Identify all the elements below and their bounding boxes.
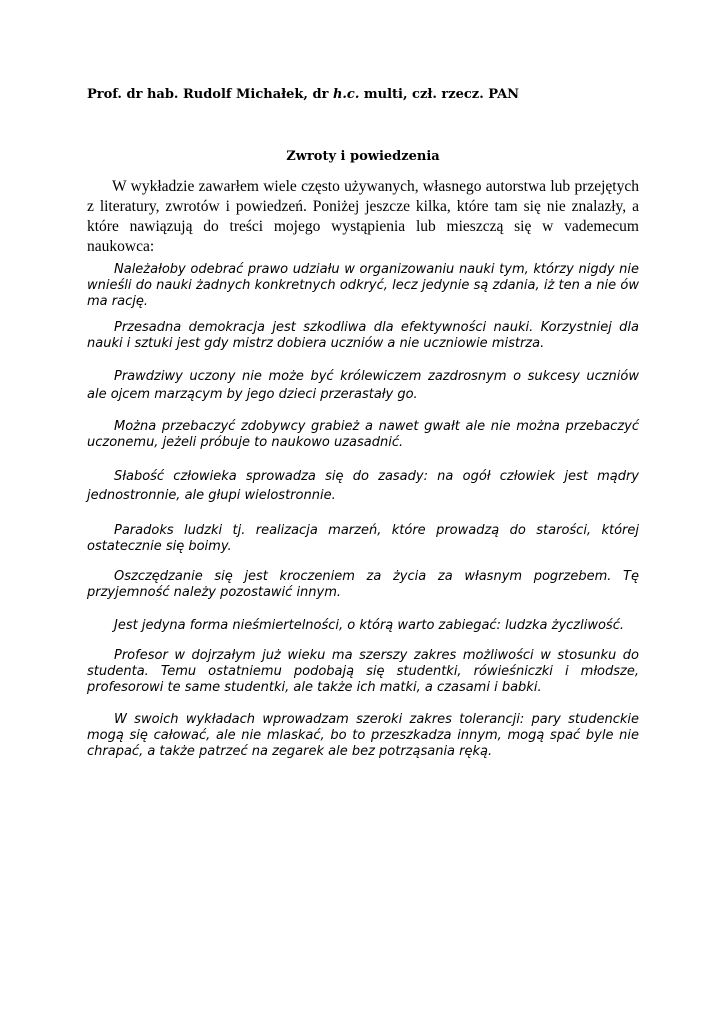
quote-paragraph: Profesor w dojrzałym już wieku ma szerszy zakres możliwości w stosunku do studenta. Temu ostatniemu podobają się studentki, rówieśniczki i młodsze, profesorowi te same studentki, ale także ich matki, a czasami i babki. [87,648,639,695]
quote-paragraph: Oszczędzanie się jest kroczeniem za życia za własnym pogrzebem. Tę przyjemność należy pozostawić innym. [87,569,639,600]
quote-paragraph: Należałoby odebrać prawo udziału w organizowaniu nauki tym, którzy nigdy nie wnieśli do nauki żadnych konkretnych odkryć, lecz jedynie są zdania, iż ten a nie ów ma rację. [87,262,639,309]
quote-paragraph: Prawdziwy uczony nie może być królewiczem zazdrosnym o sukcesy uczniów ale ojcem marzącym by jego dzieci przerastały go. [87,369,639,402]
author-affiliation: multi, czł. rzecz. PAN [359,87,520,102]
quote-paragraph: Przesadna demokracja jest szkodliwa dla efektywności nauki. Korzystniej dla nauki i sztuki jest gdy mistrz dobiera uczniów a nie uczniowie mistrza. [87,320,639,351]
quote-paragraph: Słabość człowieka sprowadza się do zasady: na ogół człowiek jest mądry jednostronnie, ale głupi wielostronnie. [87,469,639,503]
quote-paragraph: Jest jedyna forma nieśmiertelności, o którą warto zabiegać: ludzka życzliwość. [114,618,624,633]
document-title: Zwroty i powiedzenia [286,149,440,164]
intro-paragraph: W wykładzie zawarłem wiele często używanych, własnego autorstwa lub przejętych z literatury, zwrotów i powiedzeń. Poniżej jeszcze kilka, które tam się nie znalazły, a które nawiązują do treści mojego wystąpienia lub mieszczą się w vademecum naukowca: [87,178,639,255]
author-honoris-causa: h.c. [332,87,360,102]
author-line [87,86,647,104]
quote-paragraph: Można przebaczyć zdobywcy grabież a nawet gwałt ale nie można przebaczyć uczonemu, jeżeli próbuje to naukowo uzasadnić. [87,419,639,450]
quote-paragraph: W swoich wykładach wprowadzam szeroki zakres tolerancji: pary studenckie mogą się całować, ale nie mlaskać, bo to przeszkadza innym, mogą spać byle nie chrapać, a także patrzeć na zegarek ale bez potrząsania ręką. [87,712,639,759]
author-name: Prof. dr hab. Rudolf Michałek, dr [87,87,333,102]
quote-paragraph: Paradoks ludzki tj. realizacja marzeń, które prowadzą do starości, której ostatecznie się boimy. [87,523,639,554]
